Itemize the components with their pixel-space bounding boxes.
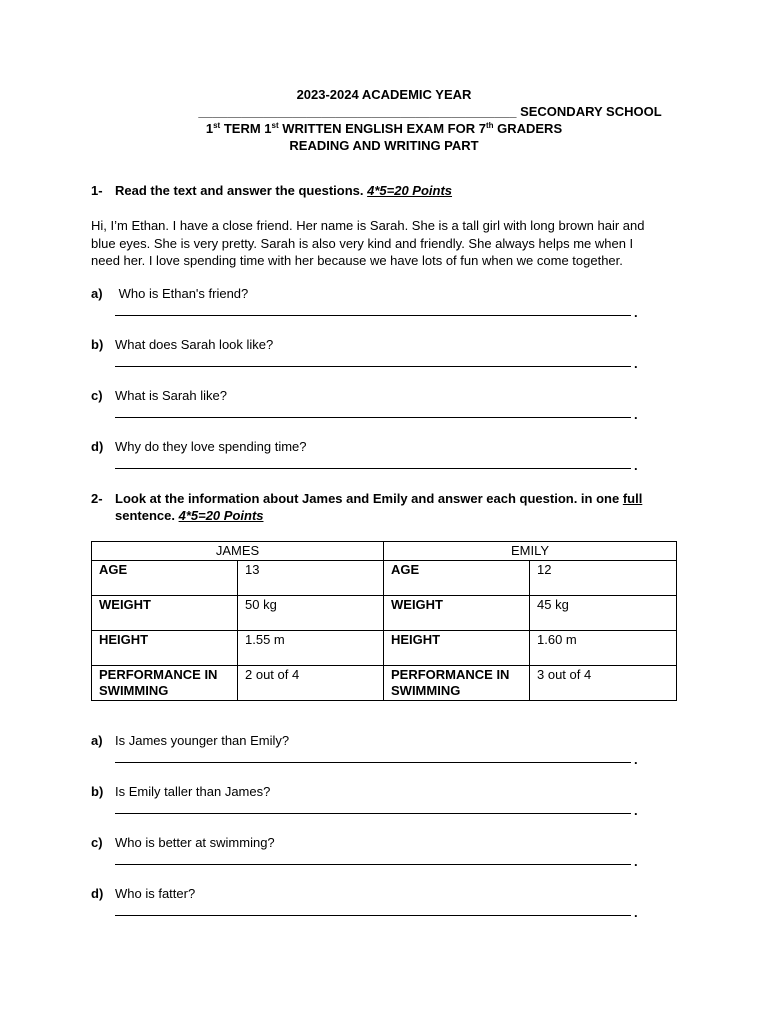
section2-title: 2- Look at the information about James and Emily and answer each question. in one full xyxy=(91,491,643,506)
exam-title: 1st TERM 1st WRITTEN ENGLISH EXAM FOR 7th GRADERS xyxy=(205,121,563,136)
answer-line-2b[interactable] xyxy=(115,813,631,814)
section1-points: 4*5=20 Points xyxy=(367,183,453,198)
answer-line-2c[interactable] xyxy=(115,864,631,865)
school-label: SECONDARY SCHOOL xyxy=(520,104,662,119)
school-line xyxy=(0,103,768,120)
table-row: AGE 13 AGE 12 xyxy=(92,561,677,596)
table-row: WEIGHT 50 kg WEIGHT 45 kg xyxy=(92,596,677,631)
answer-line-1c[interactable] xyxy=(115,417,631,418)
question-2a: a) Is James younger than Emily? xyxy=(91,733,290,748)
table-header-emily: EMILY xyxy=(384,542,677,561)
answer-line-1d[interactable] xyxy=(115,468,631,469)
academic-year: 2023-2024 ACADEMIC YEAR xyxy=(296,87,472,102)
answer-line-2d[interactable] xyxy=(115,915,631,916)
question-1a: a) Who is Ethan's friend? xyxy=(91,286,249,301)
answer-line-1a[interactable] xyxy=(115,315,631,316)
table-header-james: JAMES xyxy=(92,542,384,561)
table-row: PERFORMANCE IN SWIMMING 2 out of 4 PERFORMANCE IN SWIMMING 3 out of 4 xyxy=(92,666,677,701)
table-header-row xyxy=(92,542,677,561)
exam-header xyxy=(0,86,768,154)
answer-line-1b[interactable] xyxy=(115,366,631,367)
question-2b: b) Is Emily taller than James? xyxy=(91,784,271,799)
question-1c: c) What is Sarah like? xyxy=(91,388,227,403)
section2-title-cont: sentence. 4*5=20 Points xyxy=(115,508,264,523)
exam-part: READING AND WRITING PART xyxy=(289,138,479,153)
question-2c: c) Who is better at swimming? xyxy=(91,835,275,850)
question-1d: d) Why do they love spending time? xyxy=(91,439,307,454)
answer-line-2a[interactable] xyxy=(115,762,631,763)
table-row: HEIGHT 1.55 m HEIGHT 1.60 m xyxy=(92,631,677,666)
section1-title: 1- Read the text and answer the questions. 4*5=20 Points xyxy=(91,183,453,198)
school-name-blank[interactable]: ____________________________________________ xyxy=(198,104,517,119)
question-2d: d) Who is fatter? xyxy=(91,886,196,901)
question-1b: b) What does Sarah look like? xyxy=(91,337,274,352)
section2-points: 4*5=20 Points xyxy=(178,508,264,523)
reading-passage: Hi, I’m Ethan. I have a close friend. Her name is Sarah. She is a tall girl with long brown hair and blue eyes. She is very pretty. Sarah is also very kind and friendly. She always helps me when I need her. I love spending time with her because we have lots of fun when we come together. xyxy=(91,218,645,268)
comparison-table xyxy=(91,541,677,701)
